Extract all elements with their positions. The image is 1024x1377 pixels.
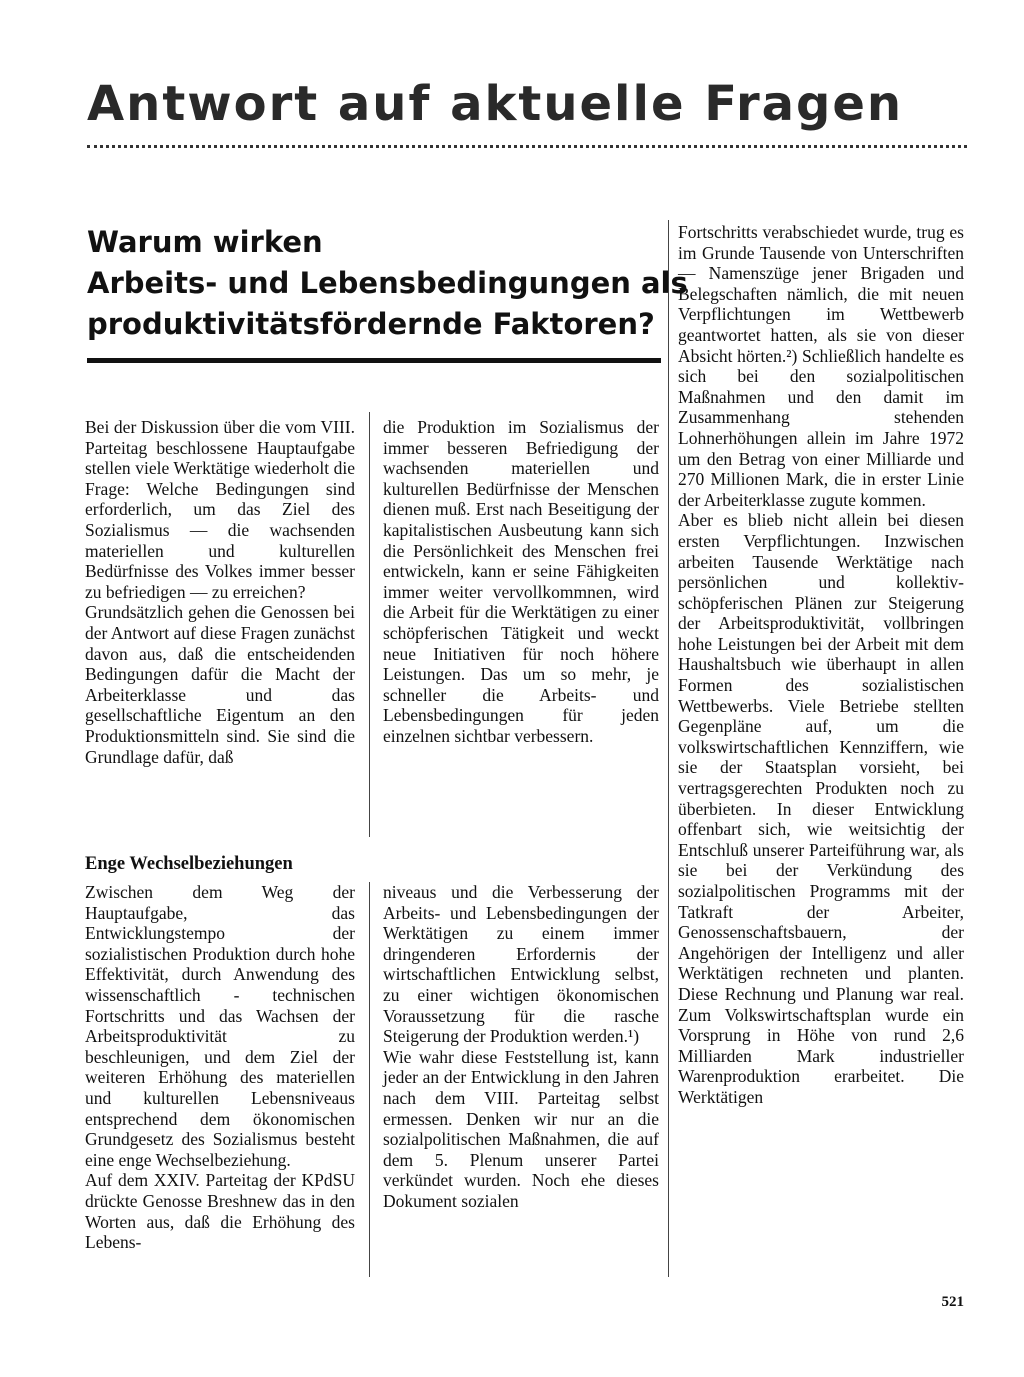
rubric-divider <box>87 145 967 148</box>
intro-column-left <box>85 417 355 767</box>
paragraph: niveaus und die Verbesserung der Arbeits- und Lebensbedingungen der Werktätigen zu einem immer dringenderen Erfordernis der wirtschaftlichen Entwicklung selbst, zu einer wichtigen ökonomischen Voraussetzung für die rasche Steigerung der Produktion werden.¹) <box>383 882 659 1047</box>
headline-line-1: Warum wirken <box>87 225 323 259</box>
paragraph: Bei der Diskussion über die vom VIII. Parteitag beschlossene Hauptaufgabe stellen viele Werktätige wiederholt die Frage: Welche Bedingungen sind erforderlich, um das Ziel des Sozialismus — die wachsenden materiellen und kulturellen Bedürfnisse des Volkes immer besser zu befriedigen — zu erreichen? <box>85 417 355 602</box>
paragraph: Zwischen dem Weg der Hauptaufgabe, das Entwicklungstempo der sozialistischen Produktion durch hohe Effektivität, durch Anwendung des wissenschaftlich - technischen Fortschritts und das Wachsen der Arbeitsproduktivität zu beschleunigen, und dem Ziel der weiteren Erhöhung des materiellen und kulturellen Lebensniveaus entsprechend dem ökonomischen Grundgesetz des Sozialismus besteht eine enge Wechselbeziehung. <box>85 882 355 1170</box>
article-headline <box>87 222 688 345</box>
intro-column-middle <box>383 417 659 747</box>
page-number: 521 <box>941 1294 964 1310</box>
paragraph: Grundsätzlich gehen die Genossen bei der Antwort auf diese Fragen zunächst davon aus, daß die entscheidenden Bedingungen dafür die Macht der Arbeiterklasse und das gesellschaftliche Eigentum an den Produktionsmitteln sind. Sie sind die Grundlage dafür, daß <box>85 602 355 767</box>
paragraph: Wie wahr diese Feststellung ist, kann jeder an der Entwicklung in den Jahren nach dem VIII. Parteitag selbst ermessen. Denken wir nur an die sozialpolitischen Maßnahmen, die auf dem 5. Plenum unserer Partei verkündet wurden. Noch ehe dieses Dokument sozialen <box>383 1046 659 1211</box>
column-divider-top <box>369 412 370 837</box>
body-column-middle <box>383 882 659 1212</box>
headline-line-3: produktivitätsfördernde Faktoren? <box>87 307 655 341</box>
body-column-right <box>678 222 964 1108</box>
section-subheading: Enge Wechselbeziehungen <box>85 854 293 874</box>
column-divider-bottom <box>369 882 370 1277</box>
headline-divider <box>87 358 661 363</box>
paragraph: die Produktion im Sozialismus der immer besseren Befriedigung der wachsenden materiellen und kulturellen Bedürfnisse der Menschen dienen muß. Erst nach Beseitigung der kapitalistischen Ausbeutung kann sich die Persönlichkeit des Menschen frei entwickeln, kann er seine Fähigkeiten immer weiter vervollkommnen, wird die Arbeit für die Werktätigen zu einer schöpferischen Tätigkeit und weckt neue Initiativen für noch höhere Leistungen. Das um so mehr, je schneller die Arbeits- und Lebensbedingungen für jeden einzelnen sichtbar verbessern. <box>383 417 659 746</box>
paragraph: Fortschritts verabschiedet wurde, trug es im Grunde Tausende von Unterschriften — Namenszüge jener Brigaden und Belegschaften nämlich, die mit neuen Verpflichtungen im Wettbewerb geantwortet hatten, als sie von dieser Absicht hörten.²) Schließlich handelte es sich bei den sozialpolitischen Maßnahmen und den damit im Zusammenhang stehenden Lohnerhöhungen allein im Jahre 1972 um den Betrag von einer Milliarde und 270 Millionen Mark, die in erster Linie der Arbeiterklasse zugute kommen. <box>678 222 964 510</box>
body-column-left <box>85 882 355 1253</box>
paragraph: Aber es blieb nicht allein bei diesen ersten Verpflichtungen. Inzwischen arbeiten Tausende Werktätige nach persönlichen und kollektiv-schöpferischen Plänen zur Steigerung der Arbeitsproduktivität, vollbringen hohe Leistungen bei der Arbeit mit dem Haushaltsbuch wie überhaupt in allen Formen des sozialistischen Wettbewerbs. Viele Betriebe stellten Gegenpläne auf, um die volkswirtschaftlichen Kennziffern, wie sie der Staatsplan vorsieht, bei vertragsgerechten Produkten noch zu überbieten. In dieser Entwicklung offenbart sich, wie weitsichtig der Entschluß unserer Parteiführung war, als sie bei der Verkündung des sozialpolitischen Programms mit der Tatkraft der Arbeiter, Genossenschaftsbauern, der Angehörigen der Intelligenz und aller Werktätigen rechneten und planten. Diese Rechnung und Planung war real. Zum Volkswirtschaftsplan wurde ein Vorsprung in Höhe von rund 2,6 Milliarden Mark industrieller Warenproduktion erarbeitet. Die Werktätigen <box>678 510 964 1107</box>
paragraph: Auf dem XXIV. Parteitag der KPdSU drückte Genosse Breshnew das in den Worten aus, daß die Erhöhung des Lebens- <box>85 1170 355 1253</box>
headline-line-2: Arbeits- und Lebensbedingungen als <box>87 266 688 300</box>
column-divider-right <box>668 220 669 1277</box>
section-rubric: Antwort auf aktuelle Fragen <box>87 76 904 132</box>
